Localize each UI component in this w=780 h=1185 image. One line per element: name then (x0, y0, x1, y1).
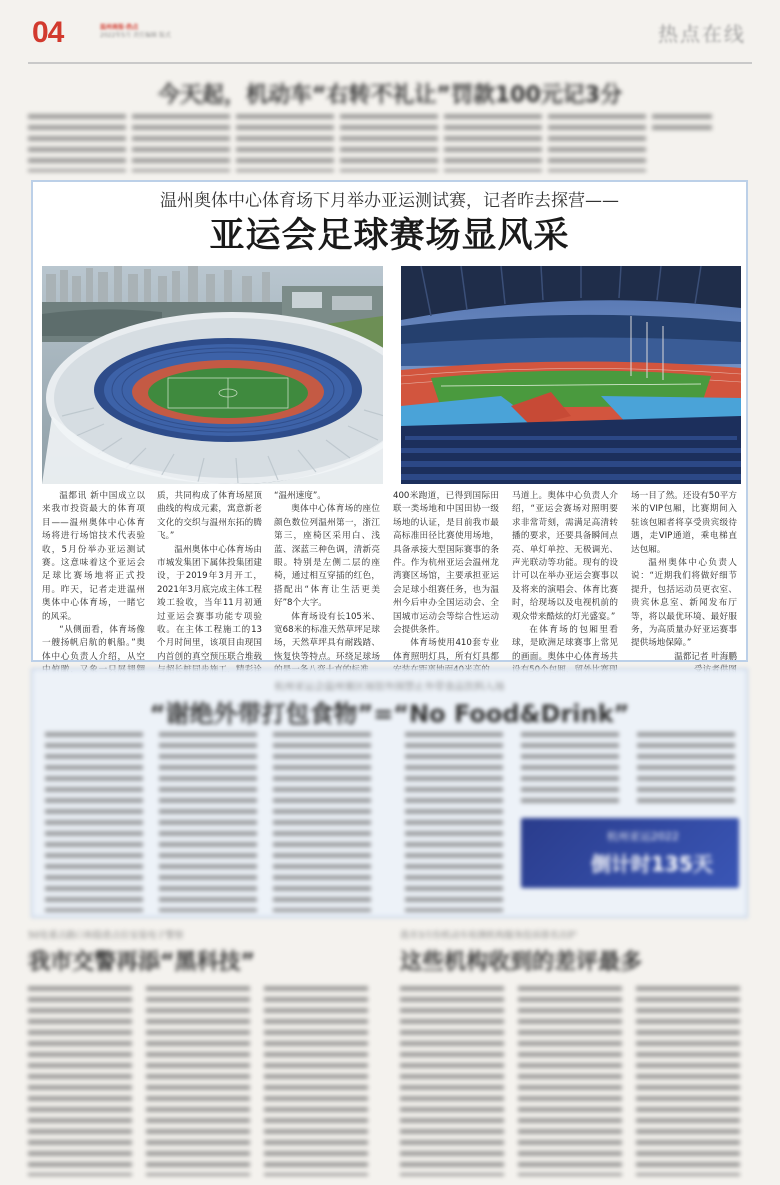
second-story-subhead: 杭州亚运会温州赛区场馆外围禁止外带食品饮料入场 (274, 682, 505, 693)
edition-label: 温州商报·热点 (100, 24, 139, 31)
text-column (631, 490, 737, 678)
paragraph: “从侧面看，体育场像一艘扬帆启航的帆船。”奥体中心负责人介绍，从空 (42, 625, 145, 662)
bottom-right-story (400, 928, 752, 1178)
text-column (405, 732, 503, 912)
bottom-left-headline: 我市交警再添“黑科技” (28, 950, 255, 975)
text-column (340, 114, 438, 172)
text-column (273, 732, 371, 912)
paragraph: 温都讯 新中国成立以来我市投资最大的体育项目——温州奥体中心体育场将进行场馆技术代表验收，5月份举办亚运测试赛。这意味着这个亚运会足球比赛场地将正式投用。昨天，记者走进温州奥体中心体育场，一睹它的风采。 (42, 491, 145, 622)
text-column (637, 732, 735, 808)
text-column (548, 114, 646, 172)
text-column (652, 114, 712, 134)
stadium-aerial-illustration (42, 266, 383, 484)
text-column (444, 114, 542, 172)
byline: 温都记者 叶海鹏 (674, 651, 737, 662)
paragraph: 场一目了然。还设有50平方米的VIP包厢，比赛期间入驻该包厢者将享受贵宾级待遇，走VIP通道，乘电梯直达包厢。 (631, 491, 737, 555)
stadium-aerial-photo (42, 266, 383, 484)
paragraph: 体育场使用410套专业体育照明灯具，所有灯具都 (393, 638, 499, 662)
stadium-field-illustration (401, 266, 741, 484)
paragraph: “温州速度”。 (274, 491, 326, 501)
feature-title: 亚运会足球赛场显风采 (209, 216, 570, 256)
feature-body (42, 490, 742, 660)
bottom-right-headline: 这些机构收到的差评最多 (400, 950, 643, 975)
masthead (28, 8, 752, 64)
second-story (31, 668, 748, 918)
bottom-left-subhead: 50处重点路口和隐患点位安装电子警察 (28, 931, 184, 941)
text-column (157, 490, 262, 691)
bottom-left-story (28, 928, 378, 1178)
edition-info (100, 24, 230, 40)
bottom-left-body (28, 986, 378, 1176)
top-story-body (28, 114, 752, 172)
edition-date-line: 2022年5月 责任编辑 版式 (100, 32, 171, 39)
top-story-headline: 今天起，机动车“右转不礼让”罚款100元记3分 (157, 83, 623, 108)
paragraph: 400米跑道，已得到国际田联一类场地和中国田协一级场地的认证，是目前我市最高标准田径比赛使用场地，具备承接大型国际赛事的条件。作为杭州亚运会温州龙湾赛区场馆，主要承担亚运会足球小组赛任务，也为温州今后申办全国运动会、全国城市运动会等综合性运动会提供条件。 (393, 491, 499, 636)
text-column (518, 986, 622, 1176)
text-column (28, 114, 126, 172)
paragraph: 质，共同构成了体育场屋顶曲线的构成元素，寓意新老文化的交织与温州东拓的腾飞。” (157, 491, 262, 542)
text-column (146, 986, 250, 1176)
section-name: 热点在线 (658, 22, 746, 46)
asian-games-countdown-banner (521, 818, 739, 888)
text-column (274, 490, 380, 678)
paragraph: 体育场设有长105米、宽68米的标准天然草坪足球场，天然草坪具有耐践踏、恢复快等特点。环绕足球场 (274, 611, 380, 662)
text-column (521, 732, 619, 808)
promo-title: 杭州亚运2022 (607, 830, 679, 843)
second-story-headline: “谢绝外带打包食物”=“No Food&Drink” (149, 700, 630, 728)
paragraph: 奥体中心体育场的座位颜色数位列温州第一，浙江第三，座椅区采用白、浅蓝、深蓝三种色调，清新亮眼。特别是左侧二层的座椅，通过相互穿插的红色，搭配出“体育让生活更美好”8个大字。 (274, 504, 380, 609)
paragraph: 马道上。奥体中心负责人介绍，“亚运会赛场对照明要求非常苛刻，需满足高清转播的要求，还要具备瞬间点亮、单灯单控、无极调光、声光联动等功能。现有的设计可以在举办亚运会赛事以及将来的演唱会、体育比赛时，给现场以及电视机前的观众带来酷炫的灯光盛宴。” (512, 491, 618, 622)
bottom-right-body (400, 986, 752, 1176)
text-column (264, 986, 368, 1176)
paragraph: 温州奥体中心负责人说：“近期我们将做好细节提升，包括运动员更衣室、贵宾休息室、新闻发布厅等，将以最优环境、最好服务，为高质量办好亚运赛事提供场地保障。” (631, 558, 737, 649)
text-column (636, 986, 740, 1176)
text-column (512, 490, 618, 678)
text-column (400, 986, 504, 1176)
text-column (28, 986, 132, 1176)
promo-countdown: 倒计时135天 (591, 852, 713, 876)
paragraph: 温州奥体中心体育场由市城发集团下属体投集团建设，于2019年3月开工，2021年3月底完成主体工程竣工验收，当年11月初通过亚运会赛事功能专项验收。在主体工程施工的13个月时间里，该项目由现国内首创的真空预压联合堆载 (157, 544, 262, 662)
text-column (159, 732, 257, 912)
paragraph: 在体育场的包厢里看球，是欧洲足球赛事上常见的画面。奥体中心体育场共 (512, 625, 618, 662)
text-column (236, 114, 334, 172)
stadium-field-photo (401, 266, 741, 484)
feature-kicker: 温州奥体中心体育场下月举办亚运测试赛，记者昨去探营—— (160, 191, 619, 211)
bottom-right-subhead: 我市3月份机动车检测机构服务投诉排名出炉 (400, 931, 577, 941)
text-column (393, 490, 499, 678)
text-column (132, 114, 230, 172)
feature-article (31, 180, 748, 662)
page-number: 04 (32, 16, 64, 49)
text-column (45, 732, 143, 912)
